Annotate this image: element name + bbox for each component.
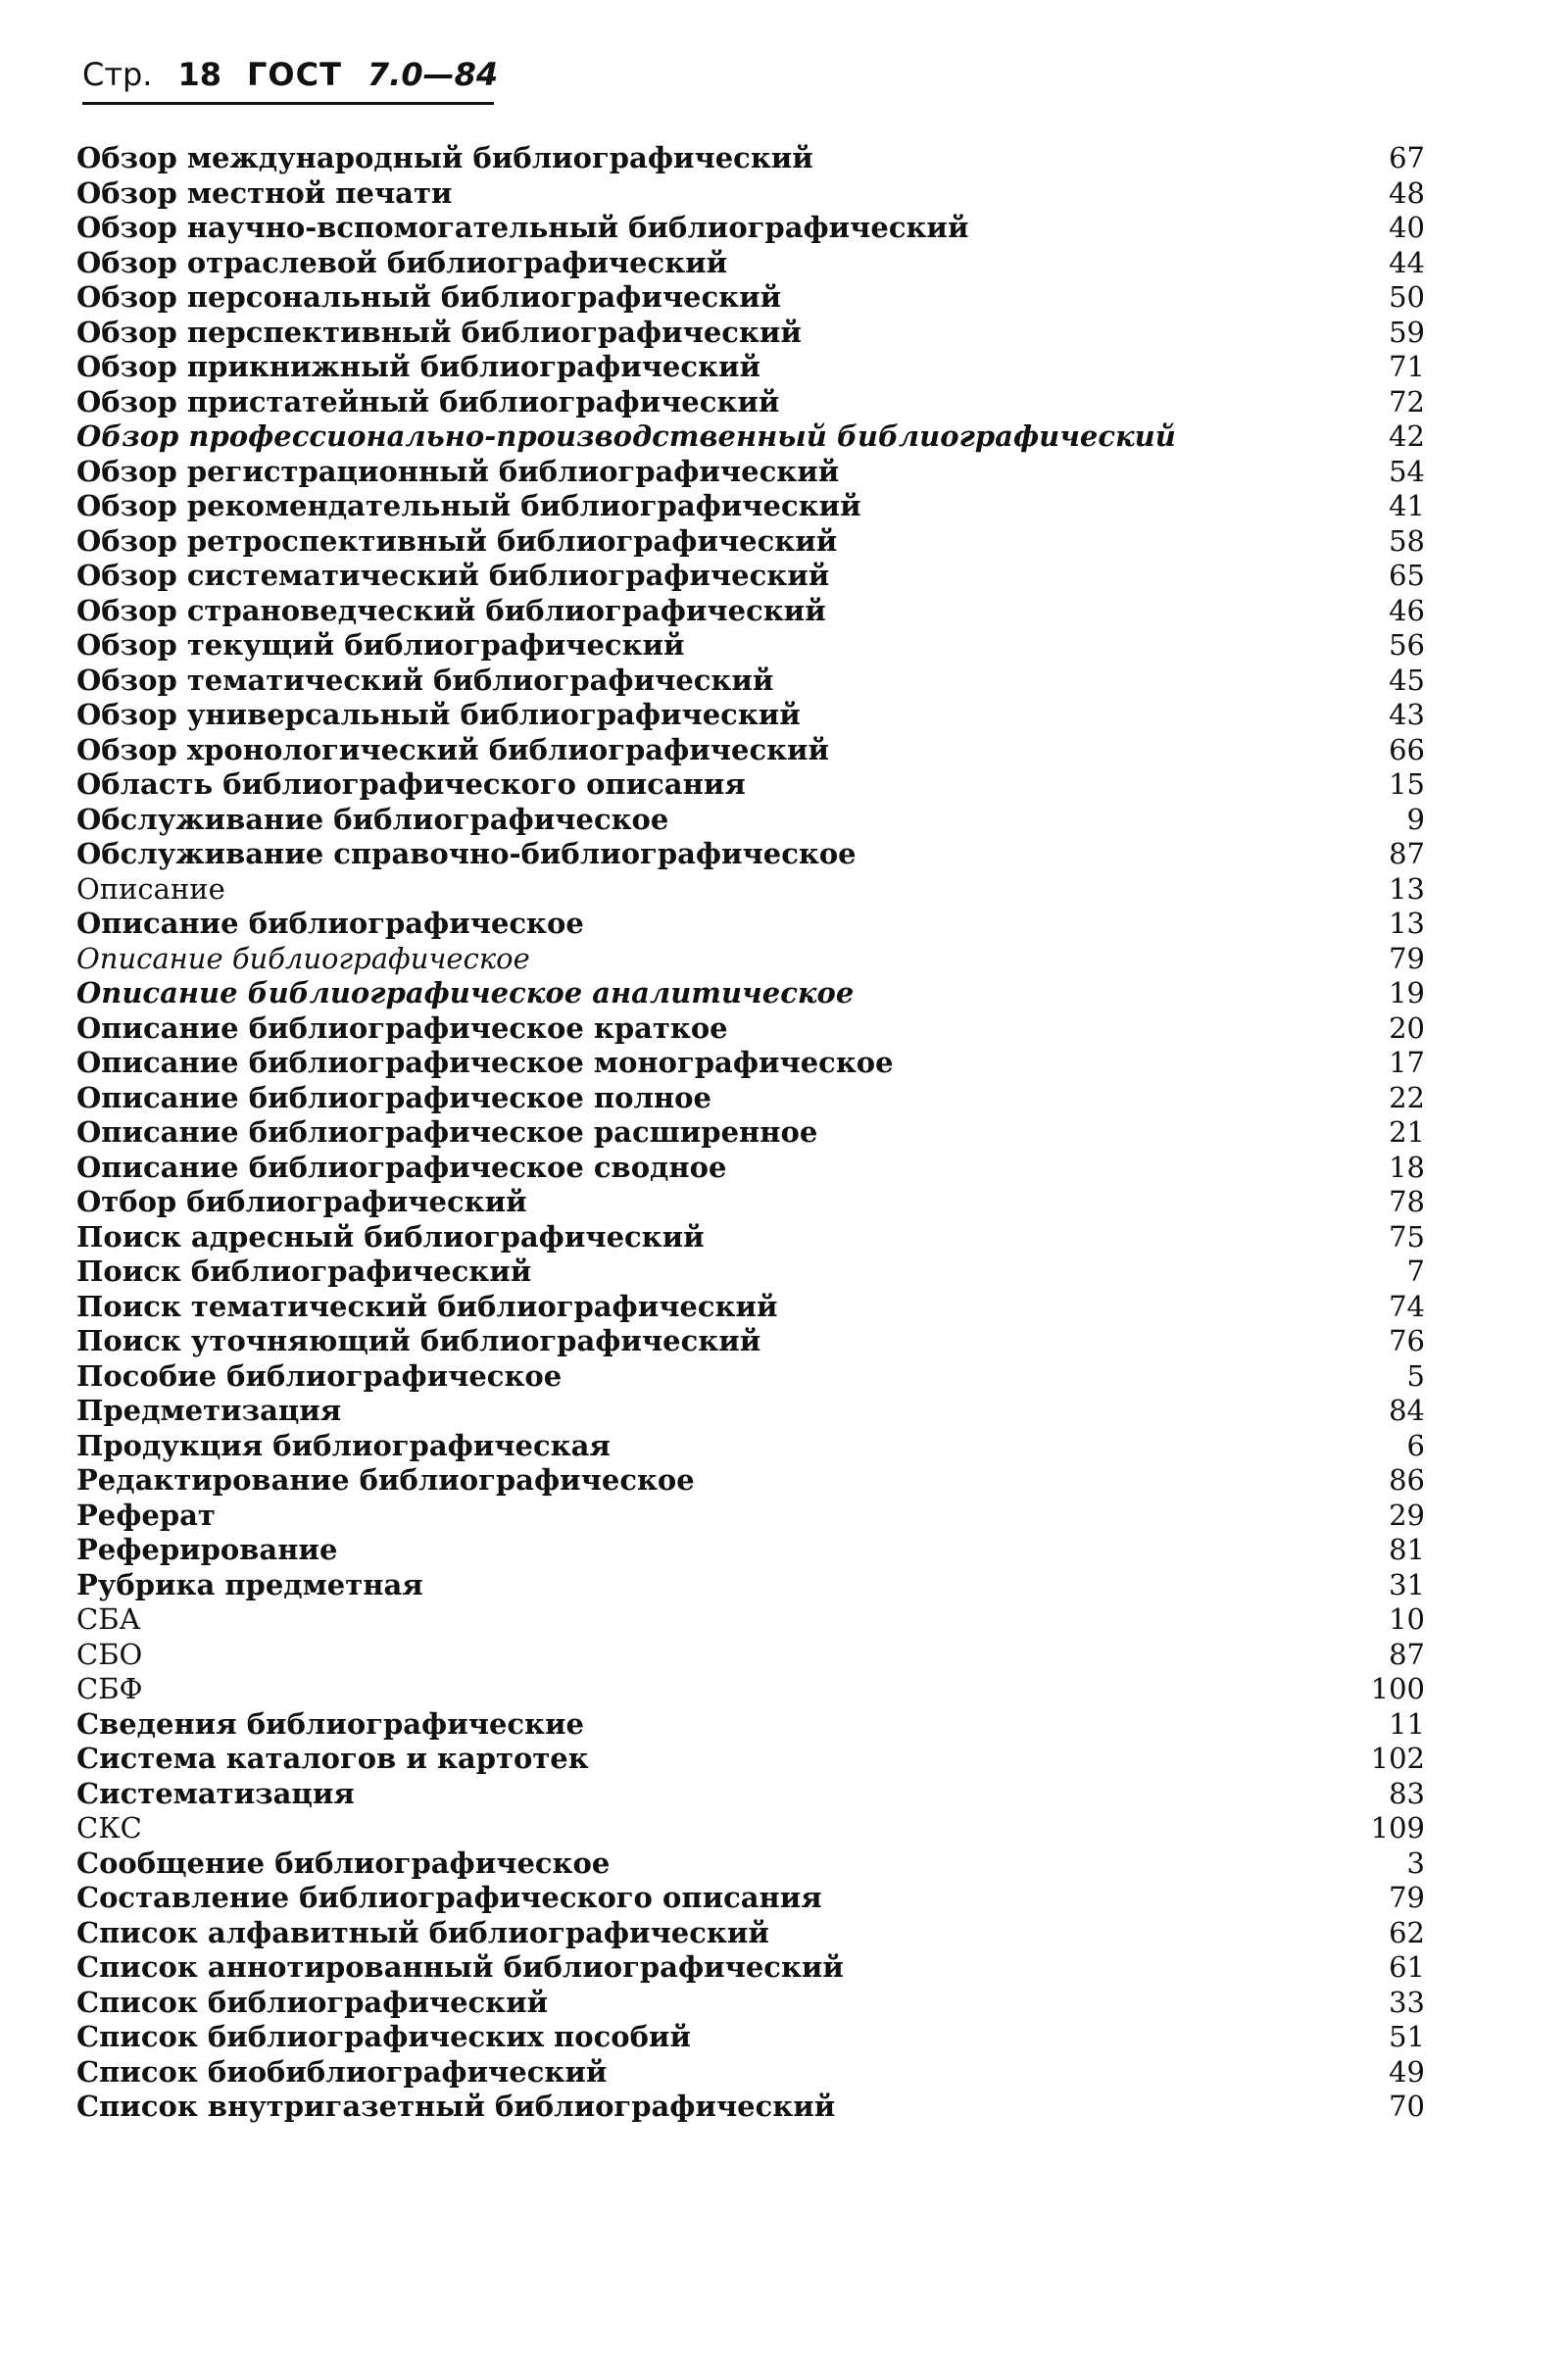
index-term: Обзор местной печати	[76, 175, 453, 210]
index-page-number: 72	[1389, 384, 1425, 418]
index-page-number: 58	[1389, 523, 1425, 558]
index-entry	[51, 1986, 1443, 2021]
index-term: Поиск библиографический	[76, 1255, 532, 1288]
index-entry	[51, 1011, 1443, 1047]
index-page-number: 7	[1406, 1255, 1425, 1288]
index-entry	[51, 1777, 1443, 1812]
index-entry	[51, 1463, 1443, 1499]
index-term: Список библиографических пособий	[76, 2020, 691, 2053]
index-entry	[51, 559, 1443, 594]
index-term: Обзор рекомендательный библиографический	[76, 489, 861, 522]
index-term: Пособие библиографическое	[76, 1358, 563, 1393]
index-entry	[51, 698, 1443, 733]
index-page-number: 50	[1389, 280, 1425, 314]
index-term: Обзор перспективный библиографический	[76, 315, 802, 349]
index-entry	[51, 803, 1443, 838]
index-term: Список биобиблиографический	[76, 2054, 608, 2089]
index-page-number: 42	[1389, 419, 1425, 453]
index-page-number: 19	[1389, 976, 1425, 1009]
index-page-number: 79	[1389, 941, 1425, 975]
index-entry	[51, 1151, 1443, 1186]
index-term: Поиск адресный библиографический	[76, 1219, 705, 1254]
index-term: Продукция библиографическая	[76, 1428, 611, 1462]
index-page-number: 40	[1389, 211, 1425, 244]
index-page-number: 45	[1389, 663, 1425, 697]
index-page-number: 13	[1389, 907, 1425, 940]
index-entry	[51, 141, 1443, 176]
index-term: Предметизация	[76, 1394, 342, 1427]
index-entry	[51, 350, 1443, 385]
index-term: Обзор прикнижный библиографический	[76, 350, 760, 383]
index-page-number: 3	[1406, 1845, 1425, 1880]
index-term: Сведения библиографические	[76, 1706, 584, 1741]
index-term: Система каталогов и картотек	[76, 1742, 589, 1775]
index-page-number: 46	[1389, 593, 1425, 627]
page-header	[82, 55, 498, 94]
index-term: Обзор текущий библиографический	[76, 628, 685, 662]
index-page-number: 74	[1389, 1289, 1425, 1323]
index-page-number: 15	[1389, 767, 1425, 801]
index-page-number: 31	[1389, 1567, 1425, 1601]
index-page-number: 65	[1389, 559, 1425, 592]
index-entry	[51, 1638, 1443, 1673]
index-entry	[51, 1115, 1443, 1151]
index-entry	[51, 2090, 1443, 2125]
index-page-number: 5	[1406, 1358, 1425, 1393]
index-entry	[51, 455, 1443, 490]
index-term: Список алфавитный библиографический	[76, 1915, 769, 1949]
index-term: Описание библиографическое аналитическое	[76, 976, 855, 1009]
index-page-number: 18	[1389, 1150, 1425, 1184]
index-term: Обзор страноведческий библиографический	[76, 593, 826, 627]
index-page-number: 75	[1389, 1219, 1425, 1254]
index-term: СБА	[76, 1602, 141, 1636]
index-entry	[51, 246, 1443, 281]
index-term: Поиск уточняющий библиографический	[76, 1324, 761, 1357]
index-term: Обзор отраслевой библиографический	[76, 245, 728, 279]
index-term: Обзор ретроспективный библиографический	[76, 523, 838, 558]
index-entry	[51, 976, 1443, 1011]
index-entry	[51, 1846, 1443, 1882]
page-number: 18	[177, 56, 221, 93]
index-entry	[51, 1568, 1443, 1603]
index-page-number: 102	[1370, 1742, 1425, 1775]
index-entry	[51, 1359, 1443, 1395]
index-page-number: 81	[1389, 1533, 1425, 1566]
index-page-number: 79	[1389, 1881, 1425, 1914]
index-entry	[51, 1916, 1443, 1951]
index-term: Список аннотированный библиографический	[76, 1950, 844, 1984]
index-term: Систематизация	[76, 1776, 355, 1810]
index-page-number: 49	[1389, 2054, 1425, 2089]
index-term: Обзор тематический библиографический	[76, 663, 774, 697]
index-term: Список внутригазетный библиографический	[76, 2090, 836, 2123]
index-entry	[51, 767, 1443, 803]
index-entry	[51, 1742, 1443, 1777]
index-entry	[51, 1672, 1443, 1707]
index-term: Описание библиографическое полное	[76, 1080, 711, 1114]
index-page-number: 9	[1406, 802, 1425, 836]
index-entry	[51, 1950, 1443, 1986]
term-index-list	[51, 141, 1443, 2125]
index-page-number: 84	[1389, 1394, 1425, 1427]
index-page-number: 33	[1389, 1985, 1425, 2019]
index-entry	[51, 594, 1443, 629]
index-page-number: 54	[1389, 454, 1425, 488]
page-word: Стр.	[82, 56, 153, 93]
index-term: Список библиографический	[76, 1985, 549, 2019]
index-term: СКС	[76, 1811, 142, 1845]
index-term: Обслуживание библиографическое	[76, 802, 669, 836]
index-entry	[51, 1220, 1443, 1255]
index-term: СБФ	[76, 1672, 143, 1705]
index-entry	[51, 1290, 1443, 1325]
index-entry	[51, 664, 1443, 699]
index-entry	[51, 2055, 1443, 2091]
index-page-number: 109	[1370, 1811, 1425, 1845]
index-entry	[51, 1429, 1443, 1464]
index-entry	[51, 1811, 1443, 1846]
index-term: Описание библиографическое	[76, 907, 584, 940]
standard-code: 7.0—84	[367, 56, 499, 93]
index-term: Рубрика предметная	[76, 1567, 423, 1601]
index-entry	[51, 1602, 1443, 1638]
index-term: Описание библиографическое сводное	[76, 1150, 727, 1184]
index-term: Обзор хронологический библиографический	[76, 732, 830, 766]
index-page-number: 6	[1406, 1428, 1425, 1462]
index-entry	[51, 628, 1443, 664]
index-term: Редактирование библиографическое	[76, 1463, 695, 1497]
index-page-number: 11	[1389, 1706, 1425, 1741]
index-entry	[51, 524, 1443, 560]
index-term: Реферат	[76, 1498, 216, 1532]
index-entry	[51, 837, 1443, 872]
index-page-number: 66	[1389, 732, 1425, 766]
index-term: Реферирование	[76, 1533, 338, 1566]
index-entry	[51, 1324, 1443, 1359]
index-entry	[51, 942, 1443, 977]
index-page-number: 59	[1389, 315, 1425, 349]
index-term: Составление библиографического описания	[76, 1881, 822, 1914]
index-page-number: 76	[1389, 1324, 1425, 1357]
index-term: Обзор профессионально-производственный библиографический	[76, 419, 1176, 453]
index-entry	[51, 280, 1443, 316]
index-entry	[51, 211, 1443, 246]
index-term: Обзор универсальный библиографический	[76, 698, 801, 731]
index-page-number: 21	[1389, 1115, 1425, 1149]
index-entry	[51, 1707, 1443, 1743]
index-page-number: 100	[1370, 1672, 1425, 1705]
index-page-number: 13	[1389, 871, 1425, 906]
index-entry	[51, 2020, 1443, 2055]
standard-label: ГОСТ	[247, 56, 342, 93]
index-entry	[51, 872, 1443, 908]
index-page-number: 83	[1389, 1776, 1425, 1810]
index-entry	[51, 1046, 1443, 1081]
index-page-number: 70	[1389, 2090, 1425, 2123]
index-entry	[51, 733, 1443, 768]
index-term: Обзор международный библиографический	[76, 141, 813, 174]
index-page-number: 22	[1389, 1080, 1425, 1114]
index-page-number: 56	[1389, 628, 1425, 662]
index-term: Описание библиографическое монографическое	[76, 1046, 894, 1079]
index-term: Обзор систематический библиографический	[76, 559, 830, 592]
index-entry	[51, 1255, 1443, 1290]
index-page-number: 61	[1389, 1950, 1425, 1984]
index-entry	[51, 1081, 1443, 1116]
index-page-number: 86	[1389, 1463, 1425, 1497]
index-entry	[51, 907, 1443, 942]
index-term: Обзор персональный библиографический	[76, 280, 782, 314]
index-page-number: 29	[1389, 1498, 1425, 1532]
index-term: Отбор библиографический	[76, 1185, 527, 1218]
index-page-number: 17	[1389, 1046, 1425, 1079]
index-term: Обзор научно-вспомогательный библиографический	[76, 211, 969, 244]
index-page-number: 71	[1389, 350, 1425, 383]
index-page-number: 44	[1389, 245, 1425, 279]
index-entry	[51, 419, 1443, 455]
index-term: Область библиографического описания	[76, 767, 746, 801]
index-page-number: 43	[1389, 698, 1425, 731]
index-term: Описание библиографическое краткое	[76, 1010, 728, 1045]
index-entry	[51, 1394, 1443, 1429]
index-entry	[51, 1881, 1443, 1916]
index-term: Описание библиографическое	[76, 941, 530, 975]
index-page-number: 41	[1389, 489, 1425, 522]
index-page-number: 20	[1389, 1010, 1425, 1045]
index-entry	[51, 1499, 1443, 1534]
index-page-number: 48	[1389, 175, 1425, 210]
index-entry	[51, 385, 1443, 420]
index-term: Поиск тематический библиографический	[76, 1289, 778, 1323]
index-entry	[51, 1533, 1443, 1568]
index-page-number: 62	[1389, 1915, 1425, 1949]
index-entry	[51, 489, 1443, 524]
index-term: Обслуживание справочно-библиографическое	[76, 837, 857, 870]
index-term: Обзор пристатейный библиографический	[76, 384, 780, 418]
index-page-number: 87	[1389, 837, 1425, 870]
index-term: Описание	[76, 871, 225, 906]
index-page-number: 87	[1389, 1637, 1425, 1671]
index-entry	[51, 316, 1443, 351]
index-page-number: 51	[1389, 2020, 1425, 2053]
index-page-number: 78	[1389, 1185, 1425, 1218]
index-page-number: 10	[1389, 1602, 1425, 1636]
index-term: СБО	[76, 1637, 143, 1671]
index-entry	[51, 176, 1443, 212]
index-page-number: 67	[1389, 141, 1425, 174]
index-term: Обзор регистрационный библиографический	[76, 454, 840, 488]
index-term: Сообщение библиографическое	[76, 1845, 611, 1880]
index-term: Описание библиографическое расширенное	[76, 1115, 818, 1149]
index-entry	[51, 1185, 1443, 1220]
header-rule	[82, 102, 494, 105]
